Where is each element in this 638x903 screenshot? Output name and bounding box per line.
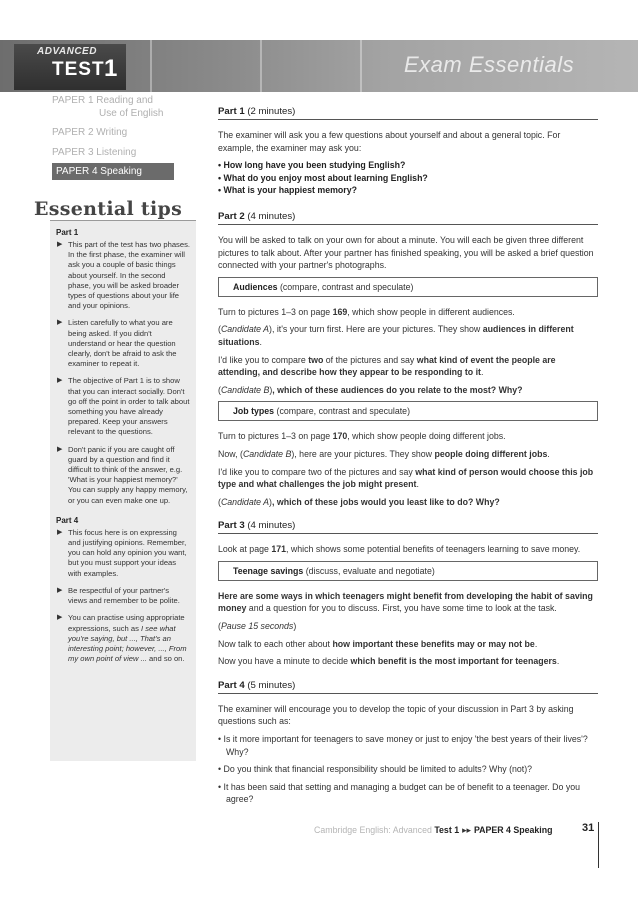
part4-question: • It has been said that setting and managing a budget can be of benefit to a teenager. Do you agree? — [218, 781, 581, 805]
part4-heading: Part 4 (5 minutes) — [218, 680, 598, 694]
part1-question: • What do you enjoy most about learning English? — [218, 172, 428, 183]
part2-task2-prompt: Now, (Candidate B), here are your pictures. They show people doing different jobs. — [218, 448, 550, 459]
part1-heading: Part 1 (2 minutes) — [218, 106, 598, 120]
tips-part4-heading: Part 4 — [56, 515, 79, 525]
tip-item: ▶ This part of the test has two phases. In the first phase, the examiner will ask you a couple of basic things about yourself. In the second phase, you will be asked broader types of questions about your life and your opinions. — [57, 240, 190, 311]
main-content — [218, 106, 598, 811]
tip-item: ▶ This focus here is on expressing and justifying opinions. Remember, you can hold any opinion you want, but you must support your ideas with examples. — [57, 527, 187, 578]
part2-task1-instruction: Turn to pictures 1–3 on page 169, which show people in different audiences. — [218, 306, 515, 317]
arrow-icon: ▶ — [57, 528, 63, 536]
paper-3-label: PAPER 3 Listening — [52, 147, 137, 158]
tips-part1-heading: Part 1 — [56, 228, 79, 237]
part3-intro: Look at page 171, which shows some potential benefits of teenagers learning to save money. — [218, 544, 581, 555]
tip-item: ▶ Don't panic if you are caught off guard by a question and find it difficult to think of the answer, e.g. 'What is your happiest memory?' You can supply any happy memory, or you can even make one up. — [57, 444, 188, 505]
paper-1-label: PAPER 1 Reading and — [52, 95, 153, 106]
part3-discuss: Now talk to each other about how important these benefits may or may not be. — [218, 638, 538, 649]
essential-tips-panel — [50, 220, 196, 761]
section-title: Exam Essentials — [404, 52, 575, 77]
footer-paper: PAPER 4 Speaking — [473, 825, 553, 835]
arrow-icon: ▶ — [57, 377, 63, 385]
page-rule — [598, 822, 599, 868]
arrow-icon: ▶ — [57, 586, 63, 594]
footer-test: Test 1 — [434, 825, 460, 835]
part1-question: • What is your happiest memory? — [218, 185, 357, 196]
part3-pause: (Pause 15 seconds) — [218, 621, 297, 632]
arrow-icon: ▶ — [57, 241, 63, 248]
part4-question: • Is it more important for teenagers to save money or just to enjoy 'the best years of their lives'? Why? — [218, 734, 588, 757]
part1-intro: The examiner will ask you a few questions about yourself and about a general topic. For example, the examiner may ask you: — [218, 130, 561, 153]
part1-question: • How long have you been studying English? — [218, 160, 406, 171]
arrow-icon: ▶ — [57, 614, 63, 622]
part2-task2-followup: (Candidate A), which of these jobs would you least like to do? Why? — [218, 496, 500, 507]
paper-4-label: PAPER 4 Speaking — [52, 163, 174, 180]
test-label: TEST — [52, 59, 105, 80]
arrow-icon: ▶ — [57, 319, 63, 327]
part4-intro: The examiner will encourage you to develop the topic of your discussion in Part 3 by asking questions such as: — [218, 703, 574, 727]
part2-task1-prompt: (Candidate A), it's your turn first. Here are your pictures. They show audiences in different situations. — [218, 324, 574, 347]
task-box-teenage-savings: Teenage savings (discuss, evaluate and negotiate) — [218, 561, 598, 581]
part2-task1-compare: I'd like you to compare two of the pictures and say what kind of event the people are attending, and describe how they appear to be responding to it. — [218, 354, 556, 378]
part4-question: • Do you think that financial responsibility should be limited to adults? Why (not)? — [218, 764, 533, 775]
part2-task2-compare: I'd like you to compare two of the pictures and say what kind of person would choose this job type and what challenges the job might present. — [218, 466, 594, 490]
part3-decide: Now you have a minute to decide which benefit is the most important for teenagers. — [218, 656, 560, 667]
footer-brand: Cambridge English: Advanced — [314, 825, 432, 835]
page-footer — [314, 825, 552, 836]
level-label: ADVANCED — [37, 46, 97, 57]
tip-item: ▶ Listen carefully to what you are being asked. If you didn't understand or hear the question clearly, don't be afraid to ask the examiner to repeat it. — [57, 318, 177, 369]
part3-task-text: Here are some ways in which teenagers might benefit from developing the habit of saving money and a question for you to discuss. First, you have some time to look at the task. — [218, 590, 593, 614]
tip-item: ▶ Be respectful of your partner's views and remember to be polite. — [57, 585, 180, 606]
tips-title: Essential tips — [34, 198, 183, 220]
paper-2-label: PAPER 2 Writing — [52, 127, 128, 138]
paper-1-label-line2: Use of English — [99, 108, 164, 119]
part2-intro: You will be asked to talk on your own for about a minute. You will each be given three different pictures to talk about. After your partner has finished speaking, you will be asked a brief question connected with your partner's photographs. — [218, 234, 594, 271]
part2-task2-instruction: Turn to pictures 1–3 on page 170, which show people doing different jobs. — [218, 431, 506, 442]
test-number: 1 — [104, 55, 118, 82]
footer-arrows-icon: ▸▸ — [462, 825, 471, 835]
part2-task1-followup: (Candidate B), which of these audiences do you relate to the most? Why? — [218, 384, 523, 395]
part3-heading: Part 3 (4 minutes) — [218, 520, 598, 534]
page-number: 31 — [582, 822, 595, 834]
arrow-icon: ▶ — [57, 445, 63, 453]
tip-item: ▶ You can practise using appropriate expressions, such as I see what you're saying, but ..., That's an interesting point; however, ..., From my own point of view ... and so on. — [57, 613, 187, 664]
tip-item: ▶ The objective of Part 1 is to show that you can interact socially. Don't go off the point in order to talk about something you have already prepared. Keep your answers relevant to the questions. — [57, 376, 190, 437]
task-box-job-types: Job types (compare, contrast and speculate) — [218, 401, 598, 421]
task-box-audiences: Audiences (compare, contrast and speculate) — [218, 277, 598, 297]
part2-heading: Part 2 (4 minutes) — [218, 211, 598, 225]
